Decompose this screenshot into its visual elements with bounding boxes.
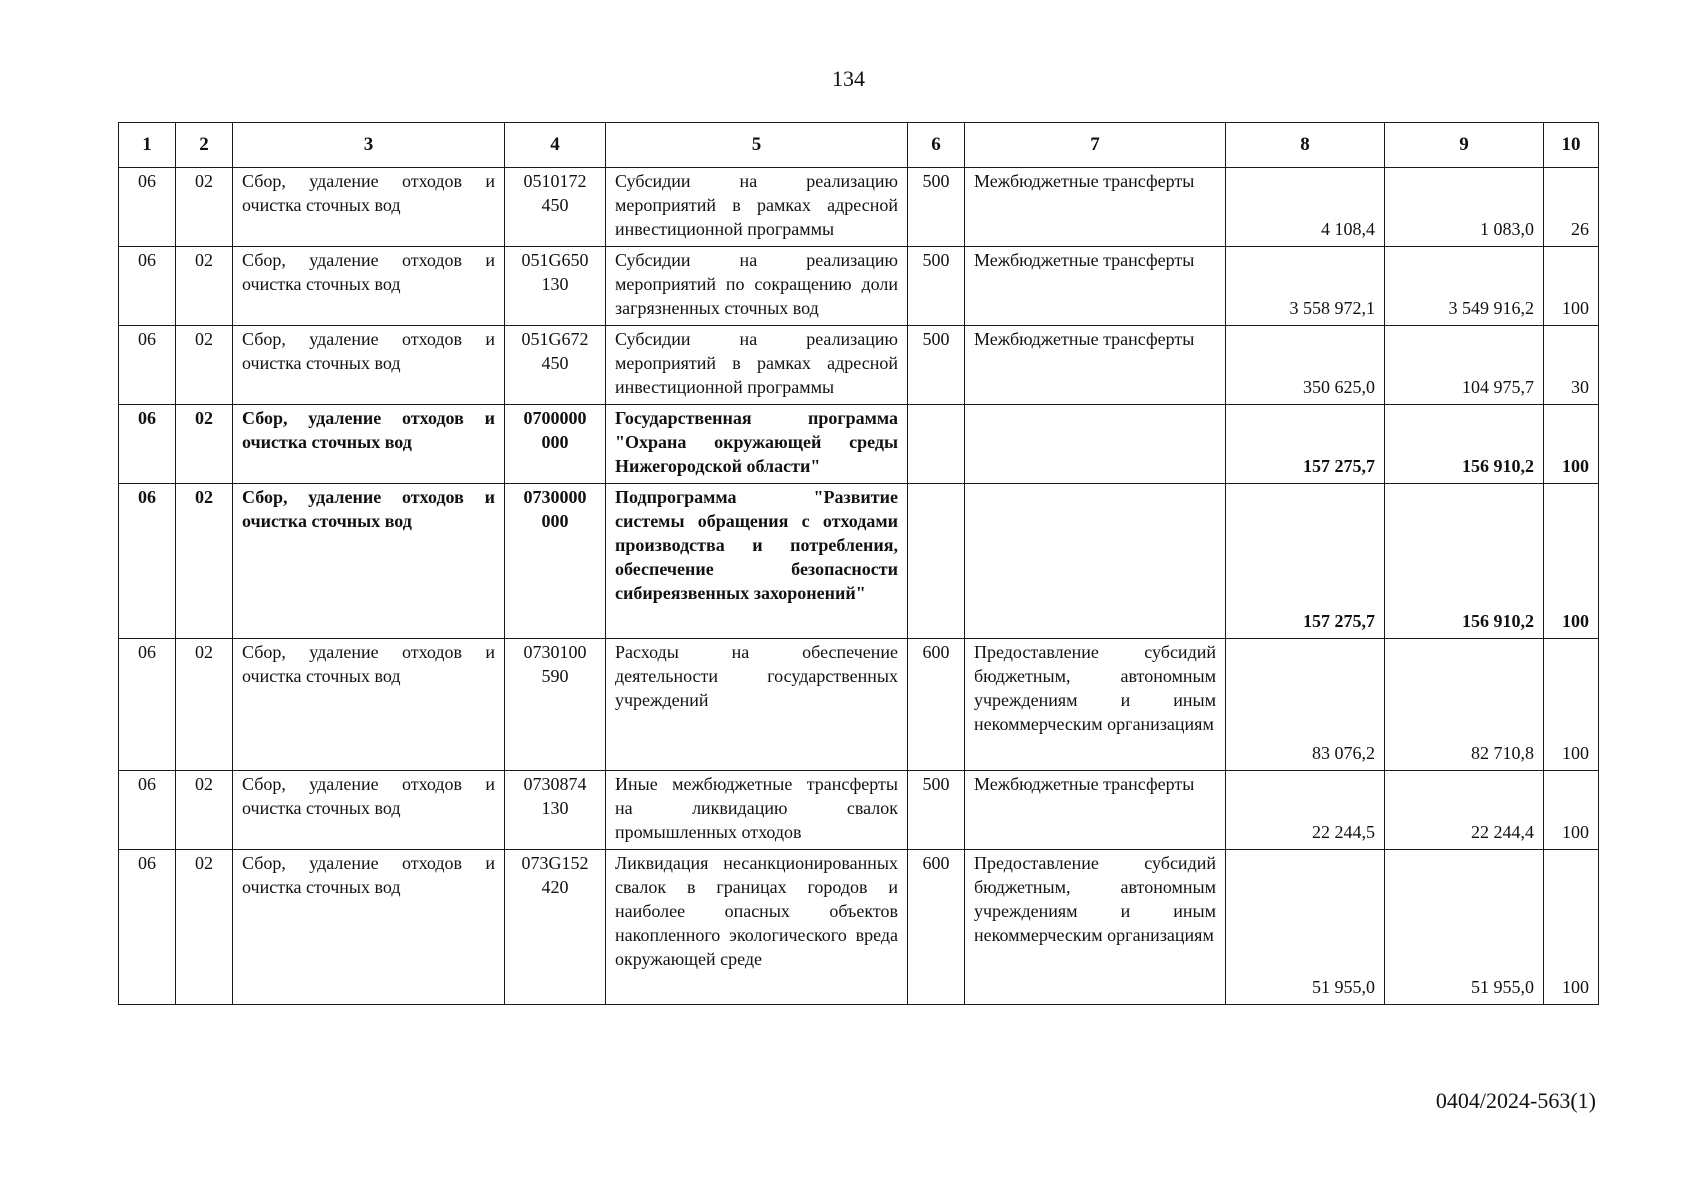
table-row	[119, 405, 1599, 484]
actual-cell: 156 910,2	[1385, 484, 1544, 639]
planned-cell: 4 108,4	[1226, 168, 1385, 247]
document-code: 0404/2024-563(1)	[1435, 1088, 1596, 1113]
subsection-cell: 02	[176, 326, 233, 405]
code-cell: 0700000 000	[505, 405, 606, 484]
purpose-cell: Ликвидация несанкционированных свалок в границах городов и наиболее опасных объектов накопленного экологического вреда окружающей среде	[606, 850, 908, 1005]
name-cell: Сбор, удаление отходов и очистка сточных вод	[233, 405, 505, 484]
table-row	[119, 247, 1599, 326]
code-cell: 0730874 130	[505, 771, 606, 850]
header-cell: 5	[606, 123, 908, 168]
section-cell: 06	[119, 639, 176, 771]
type-name-cell	[965, 405, 1226, 484]
type-name-cell: Межбюджетные трансферты	[965, 326, 1226, 405]
table-row	[119, 639, 1599, 771]
code-cell: 051G650 130	[505, 247, 606, 326]
code-cell: 051G672 450	[505, 326, 606, 405]
section-cell: 06	[119, 405, 176, 484]
percent-cell: 30	[1544, 326, 1599, 405]
header-cell: 8	[1226, 123, 1385, 168]
code-cell: 0730000 000	[505, 484, 606, 639]
percent-cell: 100	[1544, 247, 1599, 326]
subsection-cell: 02	[176, 484, 233, 639]
header-cell: 2	[176, 123, 233, 168]
purpose-cell: Субсидии на реализацию мероприятий в рамках адресной инвестиционной программы	[606, 326, 908, 405]
section-cell: 06	[119, 771, 176, 850]
actual-cell: 104 975,7	[1385, 326, 1544, 405]
planned-cell: 3 558 972,1	[1226, 247, 1385, 326]
type-name-cell	[965, 484, 1226, 639]
table-row	[119, 850, 1599, 1005]
header-cell: 4	[505, 123, 606, 168]
header-cell: 7	[965, 123, 1226, 168]
actual-cell: 22 244,4	[1385, 771, 1544, 850]
planned-cell: 350 625,0	[1226, 326, 1385, 405]
type-code-cell: 500	[908, 247, 965, 326]
percent-cell: 100	[1544, 850, 1599, 1005]
section-cell: 06	[119, 326, 176, 405]
planned-cell: 157 275,7	[1226, 405, 1385, 484]
code-cell: 073G152 420	[505, 850, 606, 1005]
purpose-cell: Государственная программа "Охрана окружающей среды Нижегородской области"	[606, 405, 908, 484]
name-cell: Сбор, удаление отходов и очистка сточных вод	[233, 326, 505, 405]
code-cell: 0510172 450	[505, 168, 606, 247]
table-header-row	[119, 123, 1599, 168]
type-code-cell	[908, 484, 965, 639]
actual-cell: 3 549 916,2	[1385, 247, 1544, 326]
name-cell: Сбор, удаление отходов и очистка сточных вод	[233, 247, 505, 326]
name-cell: Сбор, удаление отходов и очистка сточных вод	[233, 850, 505, 1005]
subsection-cell: 02	[176, 247, 233, 326]
header-cell: 9	[1385, 123, 1544, 168]
type-name-cell: Межбюджетные трансферты	[965, 247, 1226, 326]
purpose-cell: Субсидии на реализацию мероприятий в рамках адресной инвестиционной программы	[606, 168, 908, 247]
percent-cell: 100	[1544, 405, 1599, 484]
type-code-cell: 500	[908, 168, 965, 247]
section-cell: 06	[119, 168, 176, 247]
name-cell: Сбор, удаление отходов и очистка сточных вод	[233, 168, 505, 247]
header-cell: 10	[1544, 123, 1599, 168]
name-cell: Сбор, удаление отходов и очистка сточных вод	[233, 484, 505, 639]
section-cell: 06	[119, 247, 176, 326]
code-cell: 0730100 590	[505, 639, 606, 771]
actual-cell: 1 083,0	[1385, 168, 1544, 247]
planned-cell: 157 275,7	[1226, 484, 1385, 639]
budget-execution-table	[118, 122, 1599, 1005]
table-row	[119, 168, 1599, 247]
name-cell: Сбор, удаление отходов и очистка сточных вод	[233, 771, 505, 850]
purpose-cell: Субсидии на реализацию мероприятий по сокращению доли загрязненных сточных вод	[606, 247, 908, 326]
subsection-cell: 02	[176, 850, 233, 1005]
type-name-cell: Межбюджетные трансферты	[965, 771, 1226, 850]
header-cell: 6	[908, 123, 965, 168]
subsection-cell: 02	[176, 405, 233, 484]
type-name-cell: Предоставление субсидий бюджетным, автономным учреждениям и иным некоммерческим организациям	[965, 850, 1226, 1005]
percent-cell: 100	[1544, 484, 1599, 639]
section-cell: 06	[119, 850, 176, 1005]
type-name-cell: Предоставление субсидий бюджетным, автономным учреждениям и иным некоммерческим организациям	[965, 639, 1226, 771]
actual-cell: 51 955,0	[1385, 850, 1544, 1005]
table-row	[119, 771, 1599, 850]
type-name-cell: Межбюджетные трансферты	[965, 168, 1226, 247]
purpose-cell: Иные межбюджетные трансферты на ликвидацию свалок промышленных отходов	[606, 771, 908, 850]
type-code-cell: 500	[908, 771, 965, 850]
type-code-cell	[908, 405, 965, 484]
percent-cell: 100	[1544, 771, 1599, 850]
subsection-cell: 02	[176, 771, 233, 850]
type-code-cell: 500	[908, 326, 965, 405]
table-row	[119, 326, 1599, 405]
header-cell: 3	[233, 123, 505, 168]
actual-cell: 82 710,8	[1385, 639, 1544, 771]
planned-cell: 83 076,2	[1226, 639, 1385, 771]
planned-cell: 22 244,5	[1226, 771, 1385, 850]
percent-cell: 26	[1544, 168, 1599, 247]
page-number: 134	[832, 66, 865, 91]
purpose-cell: Расходы на обеспечение деятельности государственных учреждений	[606, 639, 908, 771]
actual-cell: 156 910,2	[1385, 405, 1544, 484]
planned-cell: 51 955,0	[1226, 850, 1385, 1005]
purpose-cell: Подпрограмма "Развитие системы обращения с отходами производства и потребления, обеспечение безопасности сибиреязвенных захоронений"	[606, 484, 908, 639]
name-cell: Сбор, удаление отходов и очистка сточных вод	[233, 639, 505, 771]
table-row	[119, 484, 1599, 639]
percent-cell: 100	[1544, 639, 1599, 771]
subsection-cell: 02	[176, 639, 233, 771]
subsection-cell: 02	[176, 168, 233, 247]
section-cell: 06	[119, 484, 176, 639]
type-code-cell: 600	[908, 850, 965, 1005]
header-cell: 1	[119, 123, 176, 168]
type-code-cell: 600	[908, 639, 965, 771]
